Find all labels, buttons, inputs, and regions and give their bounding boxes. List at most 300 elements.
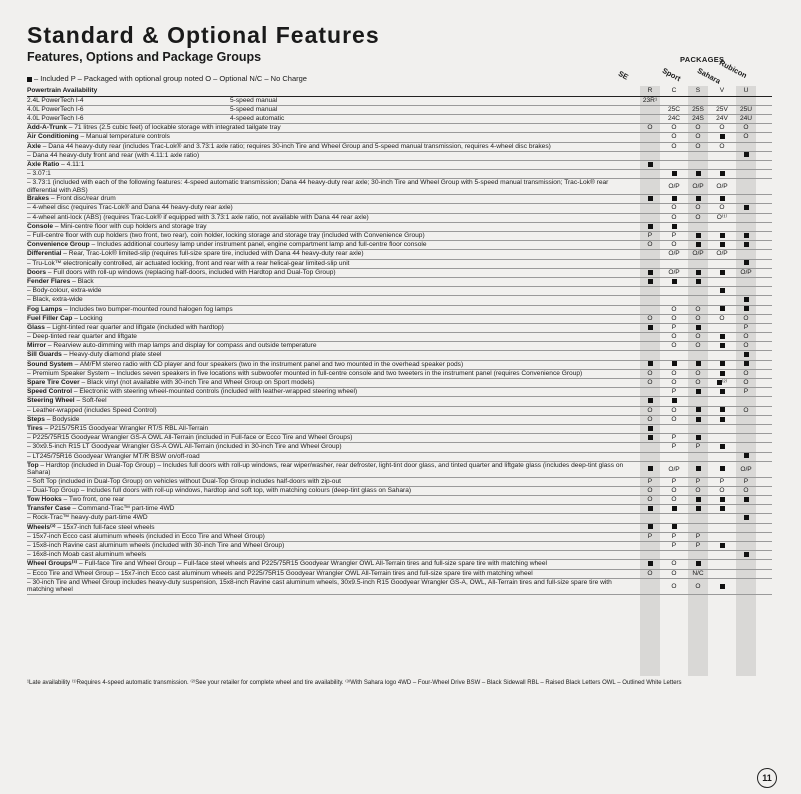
package-cell xyxy=(664,397,684,405)
package-cell xyxy=(640,560,660,568)
package-cell: O xyxy=(671,582,677,590)
package-cell: O xyxy=(671,241,677,249)
included-square-icon xyxy=(696,171,701,176)
package-cell xyxy=(712,195,732,203)
feature-description: Brakes – Front disc/rear drum xyxy=(27,195,116,203)
table-row xyxy=(27,87,772,97)
package-cell: O/P xyxy=(668,183,680,191)
package-cell xyxy=(688,416,708,424)
included-square-icon xyxy=(720,543,725,548)
package-cell: O xyxy=(647,569,653,577)
package-cell: O xyxy=(647,496,653,504)
package-cell: O xyxy=(695,333,701,341)
package-cell xyxy=(640,278,660,286)
included-square-icon xyxy=(744,233,749,238)
included-square-icon xyxy=(648,466,653,471)
features-table xyxy=(27,87,772,595)
included-square-icon xyxy=(744,497,749,502)
table-row xyxy=(27,351,772,360)
included-square-icon xyxy=(744,352,749,357)
feature-description: – Premium Speaker System – Includes seven speakers in five locations with subwoofer mounted in full-centre console and two tweeters in the instrument panel (requires Convenience Group) xyxy=(27,369,583,377)
package-cell xyxy=(688,361,708,369)
feature-description: – P225/75R15 Goodyear Wrangler GS-A OWL All-Terrain (included in Full-face or Ecco Tire and Wheel Groups) xyxy=(27,434,353,442)
package-cell: O xyxy=(695,305,701,313)
package-cell: O xyxy=(647,415,653,423)
included-square-icon xyxy=(720,242,725,247)
table-row xyxy=(27,124,772,133)
table-row xyxy=(27,214,772,223)
package-cell: O xyxy=(743,133,749,141)
feature-description: – Body-colour, extra-wide xyxy=(27,287,102,295)
package-cell: P xyxy=(647,532,653,540)
package-cell: C xyxy=(671,87,677,94)
included-square-icon xyxy=(672,279,677,284)
package-name-sport: Sport xyxy=(660,66,683,84)
package-cell: 25S xyxy=(692,105,704,113)
package-cell: O xyxy=(671,342,677,350)
table-row xyxy=(27,241,772,250)
package-cell xyxy=(736,260,756,268)
feature-description: Speed Control – Electronic with steering wheel-mounted controls (included with leather-wrapped steering wheel) xyxy=(27,388,358,396)
feature-description: Axle Ratio – 4.11:1 xyxy=(27,160,85,168)
included-square-icon xyxy=(696,417,701,422)
table-row xyxy=(27,425,772,434)
package-cell: N/C xyxy=(692,569,704,577)
package-cell xyxy=(688,232,708,240)
table-row xyxy=(27,397,772,406)
package-cell xyxy=(640,195,660,203)
package-cell xyxy=(712,407,732,415)
table-row xyxy=(27,223,772,232)
package-cell: O xyxy=(719,204,725,212)
included-square-icon xyxy=(648,398,653,403)
package-cell: O xyxy=(719,486,725,494)
package-cell: O xyxy=(671,133,677,141)
table-row xyxy=(27,143,772,152)
page-number: 11 xyxy=(757,768,777,788)
package-cell xyxy=(736,296,756,304)
package-cell xyxy=(712,241,732,249)
table-row xyxy=(27,551,772,560)
included-square-icon xyxy=(696,389,701,394)
table-row xyxy=(27,496,772,505)
feature-description: Steering Wheel – Soft-feel xyxy=(27,397,107,405)
table-row xyxy=(27,278,772,287)
package-cell xyxy=(664,524,684,532)
feature-description: – 16x8-inch Moab cast aluminum wheels xyxy=(27,551,147,559)
package-cell: O xyxy=(671,369,677,377)
package-cell xyxy=(712,269,732,277)
package-cell: O/P xyxy=(740,268,752,276)
package-cell: 24U xyxy=(739,114,753,122)
table-row xyxy=(27,232,772,241)
package-cell: O xyxy=(743,124,749,132)
package-cell: O xyxy=(743,342,749,350)
included-square-icon xyxy=(720,171,725,176)
package-cell: O xyxy=(671,204,677,212)
package-cell xyxy=(640,397,660,405)
table-row xyxy=(27,260,772,269)
included-square-icon xyxy=(696,270,701,275)
table-row xyxy=(27,333,772,342)
package-cell: O xyxy=(695,204,701,212)
transmission-label: 4-speed automatic xyxy=(230,114,285,122)
package-cell xyxy=(688,505,708,513)
included-square-icon xyxy=(720,371,725,376)
package-cell xyxy=(688,462,708,477)
package-cell xyxy=(688,560,708,568)
package-cell: O xyxy=(719,124,725,132)
package-cell xyxy=(688,195,708,203)
table-row xyxy=(27,115,772,124)
table-row xyxy=(27,306,772,315)
included-square-icon xyxy=(720,407,725,412)
included-square-icon xyxy=(648,196,653,201)
table-row xyxy=(27,579,772,595)
package-cell: P xyxy=(671,477,677,485)
table-row xyxy=(27,296,772,305)
table-row xyxy=(27,407,772,416)
package-cell xyxy=(712,361,732,369)
package-cell xyxy=(688,269,708,277)
package-cell: O xyxy=(647,379,653,387)
included-square-icon xyxy=(720,233,725,238)
included-square-icon xyxy=(744,152,749,157)
package-cell xyxy=(688,407,708,415)
included-square-icon xyxy=(27,77,32,82)
included-square-icon xyxy=(744,297,749,302)
package-cell: O xyxy=(647,241,653,249)
table-row xyxy=(27,370,772,379)
feature-description: Differential – Rear, Trac-Lok® limited-slip (requires full-size spare tire, included with Dana 44 heavy-duty rear axle) xyxy=(27,250,364,258)
table-row xyxy=(27,478,772,487)
package-cell: P xyxy=(671,443,677,451)
package-cell xyxy=(688,496,708,504)
package-cell xyxy=(688,241,708,249)
package-cell: O xyxy=(671,314,677,322)
package-cell: R xyxy=(647,87,653,94)
feature-description: Fog Lamps – Includes two bumper-mounted round halogen fog lamps xyxy=(27,305,233,313)
package-name-rubicon: Rubicon xyxy=(717,58,749,81)
package-cell: O xyxy=(671,415,677,423)
feature-description: Glass – Light-tinted rear quarter and liftgate (included with hardtop) xyxy=(27,323,224,331)
legend xyxy=(27,74,307,83)
feature-description: Mirror – Rearview auto-dimming with map lamps and display for compass and outside temperature xyxy=(27,342,317,350)
package-cell: 25U xyxy=(739,105,753,113)
package-cell: 25V xyxy=(716,105,728,113)
package-cell xyxy=(736,496,756,504)
package-cell xyxy=(664,505,684,513)
feature-description: – Soft Top (included in Dual-Top Group) on vehicles without Dual-Top Group includes half-doors with zip-out xyxy=(27,477,341,485)
footnotes: ¹Late availability ⁽¹⁾Requires 4-speed automatic transmission. ⁽²⁾See your retailer for complete wheel and tire availability. ⁽³⁾With Sahara logo 4WD – Four-Wheel Drive BSW – Black Sidewall RBL – Raised Black Letters OWL – Outlined White Letters xyxy=(27,680,682,686)
feature-description: – Leather-wrapped (includes Speed Control) xyxy=(27,406,157,414)
package-cell: O xyxy=(671,379,677,387)
included-square-icon xyxy=(648,325,653,330)
included-square-icon xyxy=(672,524,677,529)
package-cell xyxy=(736,306,756,314)
package-cell: 23R¹ xyxy=(642,96,658,104)
included-square-icon xyxy=(696,233,701,238)
package-cell: O xyxy=(743,333,749,341)
package-cell: O xyxy=(695,582,701,590)
table-row xyxy=(27,560,772,569)
package-cell xyxy=(640,361,660,369)
package-cell: ⁽²⁾ xyxy=(712,379,732,387)
feature-description: – 30x9.5-inch R15 LT Goodyear Wrangler GS-A OWL All-Terrain (included in 30-inch Tire and Wheel Group) xyxy=(27,443,342,451)
feature-description: Wheel Groups⁽³⁾ – Full-face Tire and Wheel Group – Full-face steel wheels and P225/75R15 Goodyear Wrangler OWL All-Terrain tires and full-size spare tire with matching wheel xyxy=(27,560,547,568)
feature-description: Steps – Bodyside xyxy=(27,415,80,423)
included-square-icon xyxy=(744,453,749,458)
package-cell xyxy=(712,133,732,141)
included-square-icon xyxy=(648,435,653,440)
package-cell: P xyxy=(671,388,677,396)
included-square-icon xyxy=(720,343,725,348)
package-cell: O xyxy=(671,142,677,150)
package-cell xyxy=(712,333,732,341)
included-square-icon xyxy=(696,506,701,511)
package-cell: V xyxy=(719,87,725,94)
package-cell xyxy=(712,505,732,513)
table-row xyxy=(27,161,772,170)
feature-description: – Black, extra-wide xyxy=(27,296,83,304)
package-cell xyxy=(664,195,684,203)
feature-description: Tow Hooks – Two front, one rear xyxy=(27,496,125,504)
included-square-icon xyxy=(744,306,749,311)
table-row xyxy=(27,106,772,115)
feature-description: – Ecco Tire and Wheel Group – 15x7-inch Ecco cast aluminum wheels and P225/75R15 Goodyear Wrangler OWL All-Terrain tires and full-size spare tire with matching wheel xyxy=(27,569,533,577)
table-row xyxy=(27,514,772,523)
feature-description: 4.0L PowerTech I-6 4-speed automatic xyxy=(27,114,285,122)
package-cell xyxy=(712,542,732,550)
feature-description: 4.0L PowerTech I-6 5-speed manual xyxy=(27,105,278,113)
feature-description: Spare Tire Cover – Black vinyl (not available with 30-inch Tire and Wheel Group on Sport models) xyxy=(27,379,315,387)
package-cell xyxy=(688,434,708,442)
package-cell xyxy=(640,425,660,433)
included-square-icon xyxy=(720,334,725,339)
package-cell: S xyxy=(695,87,701,94)
feature-description: – 4-wheel anti-lock (ABS) (requires Trac-Lok® if equipped with 3.73:1 axle ratio, not available with Dana 44 rear axle) xyxy=(27,213,369,221)
table-row xyxy=(27,97,772,106)
table-row xyxy=(27,416,772,425)
package-cell xyxy=(712,388,732,396)
included-square-icon xyxy=(648,426,653,431)
package-cell: O xyxy=(695,213,701,221)
included-square-icon xyxy=(648,224,653,229)
package-name-sahara: Sahara xyxy=(695,66,723,86)
package-cell: O/P xyxy=(692,250,704,258)
included-square-icon xyxy=(672,506,677,511)
package-cell: O xyxy=(647,369,653,377)
table-row xyxy=(27,195,772,204)
included-square-icon xyxy=(720,444,725,449)
package-cell xyxy=(712,170,732,178)
included-square-icon xyxy=(672,398,677,403)
package-cell: P xyxy=(695,542,701,550)
package-cell: O/P xyxy=(716,183,728,191)
table-row xyxy=(27,250,772,259)
package-cell: O xyxy=(695,486,701,494)
package-cell xyxy=(688,388,708,396)
package-cell xyxy=(736,241,756,249)
package-cell xyxy=(712,370,732,378)
package-cell: O xyxy=(671,333,677,341)
package-cell: O xyxy=(647,486,653,494)
package-cell: P xyxy=(647,477,653,485)
package-cell: O xyxy=(671,496,677,504)
included-square-icon xyxy=(720,270,725,275)
included-square-icon xyxy=(648,524,653,529)
included-square-icon xyxy=(744,205,749,210)
package-cell xyxy=(712,416,732,424)
feature-description: – LT245/75R16 Goodyear Wrangler MT/R BSW on/off-road xyxy=(27,452,200,460)
package-cell: P xyxy=(743,477,749,485)
feature-description: – 4-wheel disc (requires Trac-Lok® and Dana 44 heavy-duty rear axle) xyxy=(27,204,233,212)
package-cell: O xyxy=(695,369,701,377)
package-cell xyxy=(640,324,660,332)
table-row xyxy=(27,179,772,195)
package-cell: O xyxy=(743,486,749,494)
package-cell xyxy=(664,170,684,178)
package-cell xyxy=(640,269,660,277)
package-cell: P xyxy=(647,232,653,240)
table-row xyxy=(27,361,772,370)
table-row xyxy=(27,170,772,179)
package-cell: O xyxy=(671,213,677,221)
table-row xyxy=(27,524,772,533)
included-square-icon xyxy=(720,417,725,422)
package-cell: O/P xyxy=(740,465,752,473)
included-square-icon xyxy=(744,260,749,265)
table-row xyxy=(27,342,772,351)
included-square-icon xyxy=(696,407,701,412)
package-cell: O xyxy=(671,305,677,313)
package-cell: O xyxy=(695,379,701,387)
feature-description: Doors – Full doors with roll-up windows (replacing half-doors, included with Hardtop and Dual-Top Group) xyxy=(27,268,336,276)
table-row xyxy=(27,204,772,213)
package-cell: O xyxy=(671,560,677,568)
package-cell xyxy=(664,278,684,286)
included-square-icon xyxy=(720,361,725,366)
table-row xyxy=(27,315,772,324)
feature-description: Top – Hardtop (included in Dual-Top Group) – Includes full doors with roll-up windows, rear wiper/washer, rear defroster, light-tint door glass, and tinted quarter and liftgate glass (includes deep-tint glass on Sahara) xyxy=(27,461,624,477)
feature-description: – 15x7-inch Ecco cast aluminum wheels (included in Ecco Tire and Wheel Group) xyxy=(27,532,265,540)
package-cell xyxy=(736,453,756,461)
package-cell xyxy=(736,351,756,359)
feature-description: Tires – P215/75R15 Goodyear Wrangler RT/S RBL All-Terrain xyxy=(27,424,209,432)
package-cell: P xyxy=(671,434,677,442)
feature-description: – Full-centre floor with cup holders (two front, two rear), coin holder, locking storage and storage tray (included with Convenience Group) xyxy=(27,232,425,240)
package-cell: P xyxy=(671,232,677,240)
package-cell: O xyxy=(743,314,749,322)
package-cell xyxy=(712,579,732,594)
package-cell xyxy=(712,443,732,451)
package-cell xyxy=(664,361,684,369)
included-square-icon xyxy=(696,435,701,440)
included-square-icon xyxy=(648,279,653,284)
feature-description: Axle – Dana 44 heavy-duty rear (includes Trac-Lok® and 3.73:1 axle ratio; requires 30-inch Tire and Wheel Group and 5-speed manual transmission, requires 4-wheel disc brakes) xyxy=(27,142,551,150)
package-cell: O/P xyxy=(668,465,680,473)
table-row xyxy=(27,379,772,388)
feature-description: Air Conditioning – Manual temperature controls xyxy=(27,133,170,141)
table-row xyxy=(27,487,772,496)
package-cell xyxy=(640,161,660,169)
table-row xyxy=(27,287,772,296)
included-square-icon xyxy=(672,171,677,176)
included-square-icon xyxy=(720,497,725,502)
package-cell: O xyxy=(743,406,749,414)
included-square-icon xyxy=(648,506,653,511)
package-cell: O/P xyxy=(668,268,680,276)
package-cell: U xyxy=(743,87,749,94)
page-subtitle: Features, Options and Package Groups xyxy=(27,50,262,64)
included-square-icon xyxy=(696,242,701,247)
included-square-icon xyxy=(720,288,725,293)
feature-description: Sill Guards – Heavy-duty diamond plate steel xyxy=(27,351,162,359)
package-cell: P xyxy=(695,532,701,540)
package-cell: O xyxy=(695,314,701,322)
included-square-icon xyxy=(720,389,725,394)
feature-description: – Rock-Trac™ heavy-duty part-time 4WD xyxy=(27,514,148,522)
table-row xyxy=(27,133,772,142)
included-square-icon xyxy=(744,515,749,520)
package-cell: O xyxy=(719,142,725,150)
package-cell: O⁽¹⁾ xyxy=(716,213,728,221)
package-cell: O/P xyxy=(692,183,704,191)
table-row xyxy=(27,388,772,397)
package-cell: O xyxy=(671,569,677,577)
feature-description: Fender Flares – Black xyxy=(27,277,94,285)
included-square-icon xyxy=(720,306,725,311)
package-cell xyxy=(736,232,756,240)
package-cell: O xyxy=(719,314,725,322)
table-row xyxy=(27,453,772,462)
included-square-icon xyxy=(744,361,749,366)
included-square-icon xyxy=(720,466,725,471)
included-square-icon xyxy=(696,196,701,201)
legend-text: – Included P – Packaged with optional group noted O – Optional N/C – No Charge xyxy=(34,74,307,83)
package-cell xyxy=(640,434,660,442)
package-cell: O xyxy=(695,133,701,141)
table-row xyxy=(27,462,772,478)
included-square-icon xyxy=(672,224,677,229)
package-cell: O xyxy=(671,406,677,414)
included-square-icon xyxy=(648,270,653,275)
package-cell xyxy=(688,170,708,178)
included-square-icon xyxy=(744,552,749,557)
package-cell xyxy=(712,287,732,295)
package-cell xyxy=(688,324,708,332)
package-cell: P xyxy=(671,323,677,331)
included-square-icon xyxy=(696,466,701,471)
package-cell: O xyxy=(671,124,677,132)
package-cell: O xyxy=(647,124,653,132)
feature-description: Console – Mini-centre floor with cup holders and storage tray xyxy=(27,222,207,230)
package-cell: P xyxy=(671,542,677,550)
package-cell: P xyxy=(695,477,701,485)
included-square-icon xyxy=(717,380,722,385)
included-square-icon xyxy=(672,196,677,201)
package-cell: O xyxy=(647,314,653,322)
table-row xyxy=(27,152,772,161)
table-row xyxy=(27,542,772,551)
package-cell: 24C xyxy=(667,114,681,122)
feature-description: Fuel Filler Cap – Locking xyxy=(27,314,103,322)
package-cell: P xyxy=(743,323,749,331)
feature-description: Wheels⁽³⁾ – 15x7-inch full-face steel wheels xyxy=(27,523,155,531)
package-cell xyxy=(640,505,660,513)
package-cell xyxy=(712,306,732,314)
feature-description: – 15x8-inch Ravine cast aluminum wheels (included with 30-inch Tire and Wheel Group) xyxy=(27,542,285,550)
